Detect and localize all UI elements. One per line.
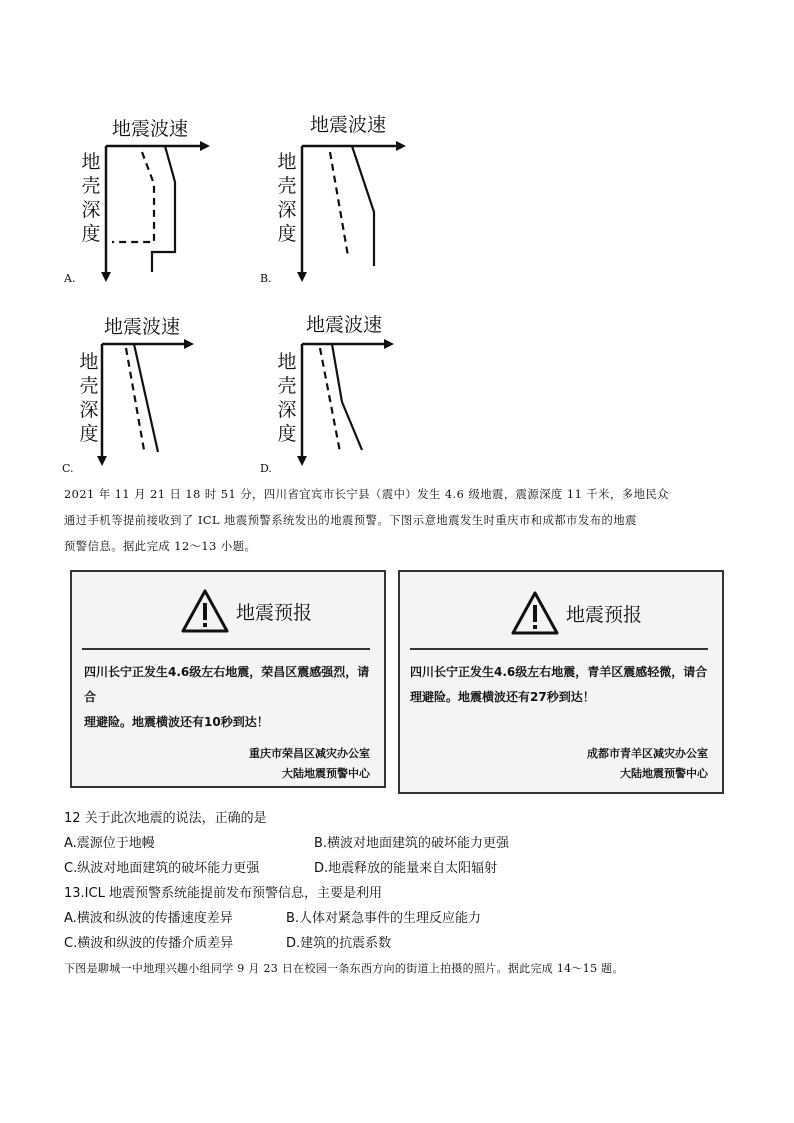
warning-title: 地震预报 [236,602,313,624]
diagram-c-letter: C. [62,462,74,475]
diagram-c-title: 地震波速 [104,316,181,338]
y-axis-arrow [297,272,307,282]
p-wave-curve [352,146,374,266]
warning-card-chongqing [70,570,386,788]
diagram-b [256,104,406,284]
question-12-option-b: B.横波对地面建筑的破坏能力更强 [314,836,510,851]
question-12 [64,806,744,881]
question-12-option-a: A.震源位于地幔 [64,836,155,851]
divider [410,648,708,650]
intro-line-3: 预警信息。据此完成 12～13 小题。 [64,540,257,553]
diagram-c-ylabel: 地 壳 深 度 [79,351,99,445]
s-wave-curve [112,152,154,242]
warning-signature: 重庆市荣昌区减灾办公室 大陆地震预警中心 [249,747,370,780]
x-axis-arrow [200,141,210,151]
question-13-option-c: C.横波和纵波的传播介质差异 [64,936,234,951]
diagram-c-plot [60,306,210,476]
diagram-c [60,306,210,476]
diagram-d [256,306,406,476]
question-12-stem: 12 关于此次地震的说法，正确的是 [64,811,267,826]
diagram-a-plot [60,104,210,284]
warning-signature: 成都市青羊区减灾办公室 大陆地震预警中心 [587,747,708,780]
s-wave-curve [126,348,144,450]
warning-card-chengdu [398,570,724,794]
intro-line-1: 2021 年 11 月 21 日 18 时 51 分，四川省宜宾市长宁县（震中）发生 4.6 级地震，震源深度 11 千米，多地民众 [64,488,669,501]
y-axis-arrow [97,456,107,466]
warning-icon [180,588,230,634]
warning-icon [510,590,560,636]
diagram-b-title: 地震波速 [310,114,387,136]
warning-message: 四川长宁正发生4.6级左右地震，青羊区震感轻微，请合 理避险。地震横波还有27秒到达！ [410,665,708,704]
x-axis-arrow [384,339,394,349]
question-13 [64,881,744,956]
diagram-a-ylabel: 地 壳 深 度 [81,151,101,245]
intro-paragraph [64,482,744,560]
question-13-option-a: A.横波和纵波的传播速度差异 [64,911,233,926]
diagram-b-plot [256,104,406,284]
question-12-option-c: C.纵波对地面建筑的破坏能力更强 [64,861,260,876]
diagram-d-letter: D. [260,462,272,475]
s-wave-curve [330,152,348,256]
diagram-d-plot [256,306,406,476]
question-13-stem: 13.ICL 地震预警系统能提前发布预警信息，主要是利用 [64,886,382,901]
question-12-option-d: D.地震释放的能量来自太阳辐射 [314,861,498,876]
outro-paragraph: 下图是聊城一中地理兴趣小组同学 9 月 23 日在校园一条东西方向的街道上拍摄的照片。据此完成 14～15 题。 [64,962,624,975]
diagram-b-ylabel: 地 壳 深 度 [277,151,297,245]
diagram-a-title: 地震波速 [112,118,189,140]
x-axis-arrow [184,339,194,349]
question-13-option-d: D.建筑的抗震系数 [286,936,392,951]
p-wave-curve [152,146,175,272]
p-wave-curve [134,344,158,452]
question-13-option-b: B.人体对紧急事件的生理反应能力 [286,911,482,926]
warning-message: 四川长宁正发生4.6级左右地震，荣昌区震感强烈，请合 理避险。地震横波还有10秒到达！ [84,665,370,729]
diagram-b-letter: B. [260,272,272,285]
warning-title: 地震预报 [566,604,643,626]
diagram-d-ylabel: 地 壳 深 度 [277,351,297,445]
y-axis-arrow [101,272,111,282]
intro-line-2: 通过手机等提前接收到了 ICL 地震预警系统发出的地震预警。下图示意地震发生时重庆市和成都市发布的地震 [64,514,637,527]
diagram-a [60,104,210,284]
diagram-a-letter: A. [64,272,76,285]
x-axis-arrow [396,141,406,151]
divider [82,648,370,650]
s-wave-curve [320,348,340,452]
diagram-d-title: 地震波速 [306,314,383,336]
y-axis-arrow [297,456,307,466]
